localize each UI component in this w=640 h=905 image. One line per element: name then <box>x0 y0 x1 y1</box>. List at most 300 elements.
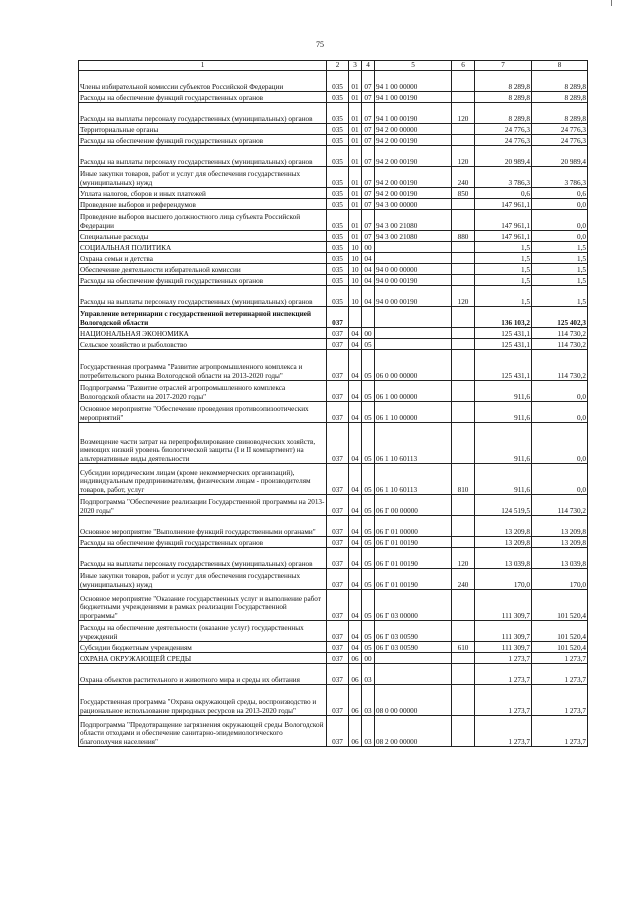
row-name-cell: Проведение выборов высшего должностного лица субъекта Российской Федерации <box>79 210 327 231</box>
expense-type-cell: 810 <box>452 464 475 495</box>
ministry-code-cell: 035 <box>327 210 349 231</box>
subsection-code-cell: 05 <box>362 464 375 495</box>
subsection-code-cell: 05 <box>362 516 375 537</box>
section-code-cell: 01 <box>349 167 362 188</box>
target-article-cell <box>375 242 452 253</box>
section-code-cell: 04 <box>349 495 362 516</box>
target-article-cell: 06 Г 01 00190 <box>375 569 452 590</box>
ministry-code-cell: 037 <box>327 495 349 516</box>
row-name-cell: НАЦИОНАЛЬНАЯ ЭКОНОМИКА <box>79 328 327 339</box>
amount-year1-cell: 1,5 <box>475 264 532 275</box>
table-row <box>79 124 588 135</box>
expense-type-cell <box>452 381 475 402</box>
target-article-cell: 94 0 00 00190 <box>375 275 452 286</box>
subsection-code-cell: 07 <box>362 103 375 124</box>
row-name-cell: СОЦИАЛЬНАЯ ПОЛИТИКА <box>79 242 327 253</box>
amount-year1-cell: 13 209,8 <box>475 516 532 537</box>
ministry-code-cell: 037 <box>327 307 349 328</box>
ministry-code-cell: 037 <box>327 685 349 716</box>
expense-type-cell <box>452 328 475 339</box>
amount-year1-cell: 147 961,1 <box>475 199 532 210</box>
expense-type-cell <box>452 590 475 621</box>
expense-type-cell <box>452 537 475 548</box>
target-article-cell: 06 Г 01 00000 <box>375 516 452 537</box>
row-name-cell: Охрана объектов растительного и животного мира и среды их обитания <box>79 664 327 685</box>
ministry-code-cell: 037 <box>327 516 349 537</box>
expense-type-cell: 880 <box>452 231 475 242</box>
amount-year1-cell: 124 519,5 <box>475 495 532 516</box>
amount-year2-cell: 0,0 <box>532 423 588 464</box>
expense-type-cell <box>452 275 475 286</box>
target-article-cell: 94 0 00 00000 <box>375 264 452 275</box>
section-code-cell: 01 <box>349 124 362 135</box>
amount-year1-cell: 111 309,7 <box>475 621 532 642</box>
amount-year2-cell: 20 989,4 <box>532 146 588 167</box>
ministry-code-cell: 037 <box>327 350 349 381</box>
ministry-code-cell: 035 <box>327 124 349 135</box>
target-article-cell: 06 Г 00 00000 <box>375 495 452 516</box>
section-code-cell: 10 <box>349 253 362 264</box>
target-article-cell: 06 Г 01 00190 <box>375 537 452 548</box>
row-name-cell: Расходы на обеспечение функций государственных органов <box>79 275 327 286</box>
expense-type-cell <box>452 71 475 92</box>
row-name-cell: Уплата налогов, сборов и иных платежей <box>79 188 327 199</box>
section-code-cell: 01 <box>349 146 362 167</box>
target-article-cell: 94 2 00 00190 <box>375 135 452 146</box>
subsection-code-cell: 07 <box>362 231 375 242</box>
section-code-cell: 06 <box>349 664 362 685</box>
target-article-cell <box>375 307 452 328</box>
expense-type-cell <box>452 242 475 253</box>
ministry-code-cell: 035 <box>327 199 349 210</box>
amount-year1-cell: 1,5 <box>475 275 532 286</box>
expense-type-cell <box>452 307 475 328</box>
amount-year1-cell: 911,6 <box>475 381 532 402</box>
row-name-cell: Субсидии юридическим лицам (кроме некоммерческих организаций), индивидуальным предпринимателям, физическим лицам - производителям товаров, работ, услуг <box>79 464 327 495</box>
ministry-code-cell: 035 <box>327 286 349 307</box>
subsection-code-cell: 04 <box>362 253 375 264</box>
amount-year1-cell: 136 103,2 <box>475 307 532 328</box>
expense-type-cell <box>452 621 475 642</box>
amount-year1-cell: 911,6 <box>475 402 532 423</box>
section-code-cell: 04 <box>349 381 362 402</box>
amount-year2-cell: 1,5 <box>532 264 588 275</box>
target-article-cell: 06 1 10 60113 <box>375 464 452 495</box>
table-row <box>79 167 588 188</box>
amount-year1-cell: 1,5 <box>475 286 532 307</box>
expense-type-cell <box>452 253 475 264</box>
target-article-cell: 94 3 00 00000 <box>375 199 452 210</box>
amount-year1-cell: 8 289,8 <box>475 103 532 124</box>
target-article-cell: 94 3 00 21080 <box>375 210 452 231</box>
amount-year2-cell: 0,0 <box>532 381 588 402</box>
section-code-cell: 04 <box>349 350 362 381</box>
ministry-code-cell: 035 <box>327 188 349 199</box>
row-name-cell: Подпрограмма "Предотвращение загрязнения окружающей среды Вологодской области отходами и обеспечение санитарно-эпидемиологического благополучия населения" <box>79 716 327 747</box>
amount-year1-cell: 1,5 <box>475 253 532 264</box>
amount-year2-cell: 0,0 <box>532 402 588 423</box>
row-name-cell: Сельское хозяйство и рыболовство <box>79 339 327 350</box>
column-number-cell: 8 <box>532 61 588 71</box>
target-article-cell: 06 0 00 00000 <box>375 350 452 381</box>
subsection-code-cell: 05 <box>362 642 375 653</box>
subsection-code-cell: 05 <box>362 548 375 569</box>
target-article-cell: 94 2 00 00190 <box>375 146 452 167</box>
amount-year1-cell: 111 309,7 <box>475 642 532 653</box>
amount-year1-cell: 24 776,3 <box>475 124 532 135</box>
amount-year2-cell: 3 786,3 <box>532 167 588 188</box>
expense-type-cell <box>452 516 475 537</box>
row-name-cell: Возмещение части затрат на перепрофилирование свиноводческих хозяйств, имеющих низкий уровень биологической защиты (I и II компартмент) на альтернативные виды деятельности <box>79 423 327 464</box>
expense-type-cell <box>452 199 475 210</box>
amount-year1-cell: 1 273,7 <box>475 653 532 664</box>
expense-type-cell <box>452 653 475 664</box>
table-row <box>79 537 588 548</box>
ministry-code-cell: 037 <box>327 664 349 685</box>
expense-type-cell <box>452 402 475 423</box>
row-name-cell: Расходы на выплаты персоналу государственных (муниципальных) органов <box>79 548 327 569</box>
amount-year2-cell: 0,0 <box>532 199 588 210</box>
section-code-cell: 04 <box>349 328 362 339</box>
subsection-code-cell: 04 <box>362 286 375 307</box>
expense-type-cell <box>452 495 475 516</box>
row-name-cell: Иные закупки товаров, работ и услуг для обеспечения государственных (муниципальных) нужд <box>79 167 327 188</box>
expense-type-cell <box>452 210 475 231</box>
subsection-code-cell: 04 <box>362 264 375 275</box>
page-number: 75 <box>316 40 324 49</box>
amount-year1-cell: 1 273,7 <box>475 716 532 747</box>
row-name-cell: Специальные расходы <box>79 231 327 242</box>
expense-type-cell <box>452 264 475 275</box>
target-article-cell <box>375 653 452 664</box>
subsection-code-cell: 03 <box>362 716 375 747</box>
row-name-cell: Расходы на обеспечение деятельности (оказание услуг) государственных учреждений <box>79 621 327 642</box>
amount-year2-cell: 101 520,4 <box>532 590 588 621</box>
ministry-code-cell: 035 <box>327 242 349 253</box>
section-code-cell: 04 <box>349 642 362 653</box>
expense-type-cell <box>452 423 475 464</box>
table-row <box>79 621 588 642</box>
row-name-cell: Территориальные органы <box>79 124 327 135</box>
table-row <box>79 307 588 328</box>
amount-year2-cell: 13 039,8 <box>532 548 588 569</box>
table-row <box>79 664 588 685</box>
column-number-row <box>79 61 588 71</box>
subsection-code-cell: 07 <box>362 210 375 231</box>
column-number-cell: 7 <box>475 61 532 71</box>
ministry-code-cell: 035 <box>327 71 349 92</box>
target-article-cell: 08 2 00 00000 <box>375 716 452 747</box>
amount-year2-cell: 1 273,7 <box>532 685 588 716</box>
section-code-cell: 06 <box>349 653 362 664</box>
table-row <box>79 264 588 275</box>
section-code-cell: 04 <box>349 423 362 464</box>
subsection-code-cell: 05 <box>362 402 375 423</box>
amount-year2-cell: 8 289,8 <box>532 71 588 92</box>
amount-year1-cell: 3 786,3 <box>475 167 532 188</box>
section-code-cell: 01 <box>349 199 362 210</box>
ministry-code-cell: 035 <box>327 92 349 103</box>
ministry-code-cell: 037 <box>327 328 349 339</box>
subsection-code-cell: 00 <box>362 328 375 339</box>
row-name-cell: Управление ветеринарии с государственной ветеринарной инспекцией Вологодской области <box>79 307 327 328</box>
amount-year2-cell: 24 776,3 <box>532 135 588 146</box>
subsection-code-cell: 05 <box>362 569 375 590</box>
section-code-cell: 04 <box>349 516 362 537</box>
section-code-cell <box>349 307 362 328</box>
target-article-cell: 06 1 00 00000 <box>375 381 452 402</box>
amount-year1-cell: 8 289,8 <box>475 71 532 92</box>
subsection-code-cell: 03 <box>362 664 375 685</box>
subsection-code-cell: 00 <box>362 242 375 253</box>
amount-year2-cell: 13 209,8 <box>532 516 588 537</box>
table-row <box>79 653 588 664</box>
ministry-code-cell: 035 <box>327 135 349 146</box>
ministry-code-cell: 035 <box>327 231 349 242</box>
section-code-cell: 06 <box>349 716 362 747</box>
section-code-cell: 10 <box>349 275 362 286</box>
amount-year2-cell: 1,5 <box>532 253 588 264</box>
target-article-cell: 94 2 00 00190 <box>375 167 452 188</box>
table-row <box>79 381 588 402</box>
row-name-cell: ОХРАНА ОКРУЖАЮЩЕЙ СРЕДЫ <box>79 653 327 664</box>
table-row <box>79 188 588 199</box>
amount-year2-cell: 114 730,2 <box>532 495 588 516</box>
subsection-code-cell: 05 <box>362 350 375 381</box>
subsection-code-cell: 04 <box>362 275 375 286</box>
amount-year2-cell: 8 289,8 <box>532 92 588 103</box>
row-name-cell: Члены избирательной комиссии субъектов Российской Федерации <box>79 71 327 92</box>
amount-year2-cell: 1 273,7 <box>532 653 588 664</box>
target-article-cell <box>375 339 452 350</box>
expense-type-cell: 240 <box>452 167 475 188</box>
row-name-cell: Обеспечение деятельности избирательной комиссии <box>79 264 327 275</box>
row-name-cell: Основное мероприятие "Обеспечение проведения противоэпизоотических мероприятий" <box>79 402 327 423</box>
amount-year2-cell: 13 209,8 <box>532 537 588 548</box>
target-article-cell <box>375 253 452 264</box>
table-row <box>79 516 588 537</box>
amount-year2-cell: 1 273,7 <box>532 716 588 747</box>
target-article-cell: 06 1 10 00000 <box>375 402 452 423</box>
table-row <box>79 423 588 464</box>
table-row <box>79 210 588 231</box>
expense-type-cell: 120 <box>452 146 475 167</box>
amount-year1-cell: 147 961,1 <box>475 210 532 231</box>
table-row <box>79 464 588 495</box>
row-name-cell: Расходы на выплаты персоналу государственных (муниципальных) органов <box>79 103 327 124</box>
ministry-code-cell: 037 <box>327 537 349 548</box>
ministry-code-cell: 037 <box>327 464 349 495</box>
expense-type-cell: 850 <box>452 188 475 199</box>
row-name-cell: Подпрограмма "Обеспечение реализации Государственной программы на 2013-2020 годы" <box>79 495 327 516</box>
table-row <box>79 231 588 242</box>
section-code-cell: 10 <box>349 264 362 275</box>
ministry-code-cell: 037 <box>327 653 349 664</box>
table-row <box>79 402 588 423</box>
row-name-cell: Государственная программа "Развитие агропромышленного комплекса и потребительского рынка Вологодской области на 2013-2020 годы" <box>79 350 327 381</box>
subsection-code-cell: 07 <box>362 146 375 167</box>
amount-year1-cell: 125 431,1 <box>475 328 532 339</box>
subsection-code-cell: 05 <box>362 423 375 464</box>
table-row <box>79 685 588 716</box>
expense-type-cell: 240 <box>452 569 475 590</box>
ministry-code-cell: 035 <box>327 146 349 167</box>
target-article-cell <box>375 328 452 339</box>
subsection-code-cell: 05 <box>362 381 375 402</box>
section-code-cell: 04 <box>349 537 362 548</box>
section-code-cell: 04 <box>349 339 362 350</box>
amount-year1-cell: 147 961,1 <box>475 231 532 242</box>
table-row <box>79 339 588 350</box>
amount-year2-cell: 8 289,8 <box>532 103 588 124</box>
column-number-cell: 4 <box>362 61 375 71</box>
amount-year2-cell: 170,0 <box>532 569 588 590</box>
section-code-cell: 10 <box>349 286 362 307</box>
row-name-cell: Расходы на обеспечение функций государственных органов <box>79 92 327 103</box>
row-name-cell: Основное мероприятие "Оказание государственных услуг и выполнение работ бюджетными учреждениями в рамках реализации Государственной программы" <box>79 590 327 621</box>
subsection-code-cell: 05 <box>362 339 375 350</box>
row-name-cell: Расходы на выплаты персоналу государственных (муниципальных) органов <box>79 146 327 167</box>
table-row <box>79 548 588 569</box>
table-row <box>79 275 588 286</box>
amount-year2-cell: 0,0 <box>532 464 588 495</box>
amount-year1-cell: 911,6 <box>475 423 532 464</box>
subsection-code-cell: 05 <box>362 495 375 516</box>
row-name-cell: Основное мероприятие "Выполнение функций государственными органами" <box>79 516 327 537</box>
column-number-cell: 3 <box>349 61 362 71</box>
amount-year1-cell: 911,6 <box>475 464 532 495</box>
amount-year2-cell: 0,0 <box>532 210 588 231</box>
subsection-code-cell: 05 <box>362 537 375 548</box>
ministry-code-cell: 035 <box>327 167 349 188</box>
amount-year2-cell: 114 730,2 <box>532 350 588 381</box>
ministry-code-cell: 037 <box>327 569 349 590</box>
amount-year2-cell: 24 776,3 <box>532 124 588 135</box>
ministry-code-cell: 037 <box>327 423 349 464</box>
subsection-code-cell: 07 <box>362 124 375 135</box>
amount-year2-cell: 0,6 <box>532 188 588 199</box>
section-code-cell: 04 <box>349 464 362 495</box>
corner-mark <box>611 0 612 6</box>
expense-type-cell <box>452 664 475 685</box>
ministry-code-cell: 037 <box>327 548 349 569</box>
target-article-cell: 06 Г 03 00000 <box>375 590 452 621</box>
amount-year2-cell: 0,0 <box>532 231 588 242</box>
target-article-cell: 06 1 10 60113 <box>375 423 452 464</box>
ministry-code-cell: 037 <box>327 381 349 402</box>
subsection-code-cell: 00 <box>362 653 375 664</box>
section-code-cell: 04 <box>349 590 362 621</box>
table-row <box>79 350 588 381</box>
section-code-cell: 04 <box>349 569 362 590</box>
section-code-cell: 04 <box>349 402 362 423</box>
row-name-cell: Расходы на выплаты персоналу государственных (муниципальных) органов <box>79 286 327 307</box>
amount-year1-cell: 13 209,8 <box>475 537 532 548</box>
section-code-cell: 01 <box>349 92 362 103</box>
amount-year1-cell: 125 431,1 <box>475 350 532 381</box>
expense-type-cell: 120 <box>452 548 475 569</box>
ministry-code-cell: 037 <box>327 642 349 653</box>
expense-type-cell <box>452 716 475 747</box>
ministry-code-cell: 037 <box>327 402 349 423</box>
target-article-cell <box>375 664 452 685</box>
amount-year1-cell: 1 273,7 <box>475 685 532 716</box>
amount-year2-cell: 1,5 <box>532 242 588 253</box>
ministry-code-cell: 035 <box>327 253 349 264</box>
ministry-code-cell: 037 <box>327 716 349 747</box>
amount-year1-cell: 125 431,1 <box>475 339 532 350</box>
expense-type-cell <box>452 124 475 135</box>
table-row <box>79 199 588 210</box>
row-name-cell: Иные закупки товаров, работ и услуг для обеспечения государственных (муниципальных) нужд <box>79 569 327 590</box>
target-article-cell: 94 1 00 00000 <box>375 71 452 92</box>
target-article-cell: 06 Г 03 00590 <box>375 642 452 653</box>
amount-year1-cell: 1 273,7 <box>475 664 532 685</box>
column-number-cell: 6 <box>452 61 475 71</box>
table-row <box>79 71 588 92</box>
table-row <box>79 242 588 253</box>
subsection-code-cell: 05 <box>362 590 375 621</box>
row-name-cell: Расходы на обеспечение функций государственных органов <box>79 537 327 548</box>
amount-year2-cell: 114 730,2 <box>532 339 588 350</box>
table-row <box>79 495 588 516</box>
section-code-cell: 01 <box>349 210 362 231</box>
table-row <box>79 103 588 124</box>
subsection-code-cell: 03 <box>362 685 375 716</box>
subsection-code-cell: 07 <box>362 167 375 188</box>
amount-year2-cell: 101 520,4 <box>532 621 588 642</box>
section-code-cell: 10 <box>349 242 362 253</box>
section-code-cell: 01 <box>349 231 362 242</box>
expense-type-cell: 120 <box>452 286 475 307</box>
section-code-cell: 04 <box>349 548 362 569</box>
row-name-cell: Охрана семьи и детства <box>79 253 327 264</box>
target-article-cell: 06 Г 03 00590 <box>375 621 452 642</box>
expense-type-cell: 120 <box>452 103 475 124</box>
amount-year1-cell: 20 989,4 <box>475 146 532 167</box>
subsection-code-cell <box>362 307 375 328</box>
amount-year2-cell: 125 402,3 <box>532 307 588 328</box>
expense-type-cell: 610 <box>452 642 475 653</box>
table-row <box>79 328 588 339</box>
target-article-cell: 94 2 00 00000 <box>375 124 452 135</box>
row-name-cell: Подпрограмма "Развитие отраслей агропромышленного комплекса Вологодской области на 2017-2020 годы" <box>79 381 327 402</box>
table-row <box>79 92 588 103</box>
table-row <box>79 286 588 307</box>
amount-year1-cell: 111 309,7 <box>475 590 532 621</box>
table-row <box>79 253 588 264</box>
row-name-cell: Субсидии бюджетным учреждениям <box>79 642 327 653</box>
amount-year2-cell: 1,5 <box>532 286 588 307</box>
row-name-cell: Проведение выборов и референдумов <box>79 199 327 210</box>
ministry-code-cell: 037 <box>327 339 349 350</box>
expense-type-cell <box>452 685 475 716</box>
budget-table <box>78 60 588 747</box>
column-number-cell: 2 <box>327 61 349 71</box>
section-code-cell: 01 <box>349 135 362 146</box>
table-row <box>79 135 588 146</box>
expense-type-cell <box>452 350 475 381</box>
expense-type-cell <box>452 339 475 350</box>
column-number-cell: 1 <box>79 61 327 71</box>
target-article-cell: 94 3 00 21080 <box>375 231 452 242</box>
subsection-code-cell: 07 <box>362 135 375 146</box>
amount-year2-cell: 1 273,7 <box>532 664 588 685</box>
subsection-code-cell: 07 <box>362 71 375 92</box>
ministry-code-cell: 037 <box>327 590 349 621</box>
section-code-cell: 01 <box>349 71 362 92</box>
amount-year1-cell: 0,6 <box>475 188 532 199</box>
